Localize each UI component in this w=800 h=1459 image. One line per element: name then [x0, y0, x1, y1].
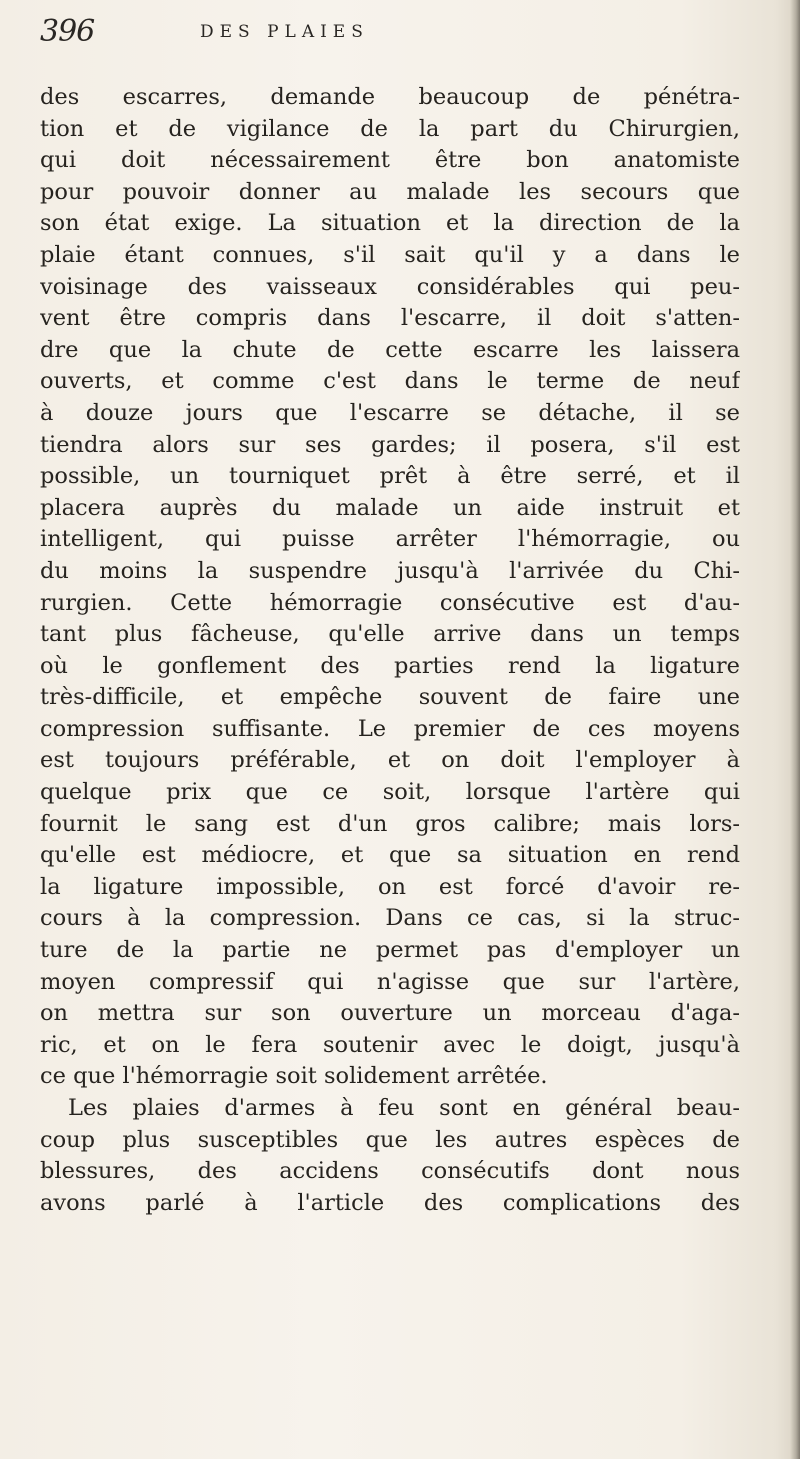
- text-line: avons parlé à l'article des complications des: [40, 1189, 740, 1216]
- text-line: tant plus fâcheuse, qu'elle arrive dans un temps: [40, 621, 740, 648]
- text-line: fournit le sang est d'un gros calibre; mais lors-: [40, 810, 740, 837]
- text-line: on mettra sur son ouverture un morceau d'aga-: [40, 1000, 740, 1027]
- text-line: plaie étant connues, s'il sait qu'il y a dans le: [40, 241, 740, 268]
- text-line: placera auprès du malade un aide instruit et: [40, 494, 740, 521]
- running-head: DES PLAIES: [200, 22, 369, 42]
- text-line: très-difficile, et empêche souvent de faire une: [40, 684, 740, 711]
- text-line: dre que la chute de cette escarre les laissera: [40, 336, 740, 363]
- text-line: voisinage des vaisseaux considérables qui peu-: [40, 273, 740, 300]
- page-number: 396: [40, 14, 95, 49]
- text-line: ric, et on le fera soutenir avec le doigt, jusqu'à: [40, 1031, 740, 1058]
- text-line: rurgien. Cette hémorragie consécutive est d'au-: [40, 589, 740, 616]
- text-line: tion et de vigilance de la part du Chirurgien,: [40, 115, 740, 142]
- body-text: [40, 82, 740, 1219]
- text-line: quelque prix que ce soit, lorsque l'artère qui: [40, 779, 740, 806]
- text-line: intelligent, qui puisse arrêter l'hémorragie, ou: [40, 526, 740, 553]
- text-line: pour pouvoir donner au malade les secours que: [40, 178, 740, 205]
- text-line: coup plus susceptibles que les autres espèces de: [40, 1126, 740, 1153]
- page-header: [40, 14, 740, 54]
- text-line: est toujours préférable, et on doit l'employer à: [40, 747, 740, 774]
- text-line: où le gonflement des parties rend la ligature: [40, 652, 740, 679]
- paragraph-start-line: Les plaies d'armes à feu sont en général beau-: [68, 1095, 740, 1121]
- text-line: vent être compris dans l'escarre, il doit s'atten-: [40, 305, 740, 332]
- text-line: à douze jours que l'escarre se détache, il se: [40, 399, 740, 426]
- text-line: du moins la suspendre jusqu'à l'arrivée du Chi-: [40, 557, 740, 584]
- text-line: tiendra alors sur ses gardes; il posera, s'il est: [40, 431, 740, 458]
- text-line: son état exige. La situation et la direction de la: [40, 210, 740, 237]
- text-line: compression suffisante. Le premier de ces moyens: [40, 715, 740, 742]
- text-line: des escarres, demande beaucoup de pénétra-: [40, 84, 740, 110]
- text-line: ture de la partie ne permet pas d'employer un: [40, 937, 740, 964]
- text-line: qui doit nécessairement être bon anatomiste: [40, 147, 740, 174]
- text-line: cours à la compression. Dans ce cas, si la struc-: [40, 905, 740, 932]
- text-line: blessures, des accidens consécutifs dont nous: [40, 1158, 740, 1185]
- text-line: la ligature impossible, on est forcé d'avoir re-: [40, 873, 740, 900]
- text-line: ce que l'hémorragie soit solidement arrêtée.: [40, 1063, 548, 1090]
- text-line: possible, un tourniquet prêt à être serré, et il: [40, 463, 740, 490]
- text-line: qu'elle est médiocre, et que sa situation en rend: [40, 842, 740, 869]
- text-line: moyen compressif qui n'agisse que sur l'artère,: [40, 968, 740, 995]
- text-line: ouverts, et comme c'est dans le terme de neuf: [40, 368, 740, 395]
- page-edge-shadow: [790, 0, 800, 1459]
